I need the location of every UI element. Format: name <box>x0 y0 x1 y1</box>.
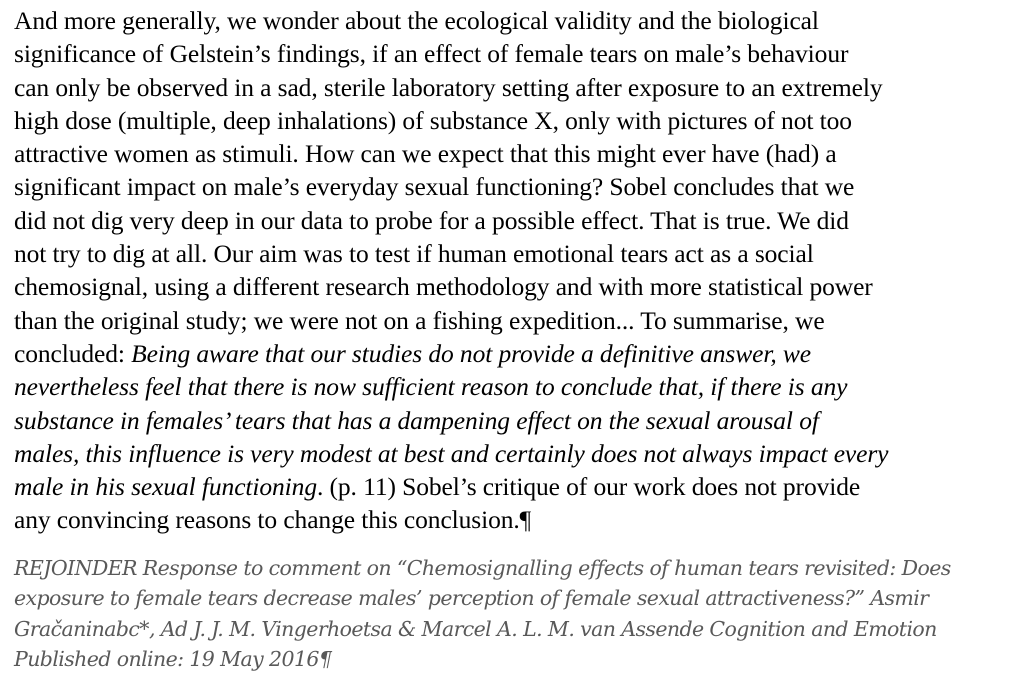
caption-line: REJOINDER Response to comment on “Chemosignalling effects of human tears revisited: Does <box>14 555 951 580</box>
quoted-conclusion: Being aware that our studies do not provide a definitive answer, we <box>131 338 812 368</box>
quoted-conclusion-line: males, this influence is very modest at best and certainly does not always impact every <box>14 438 889 468</box>
paragraph-line: did not dig very deep in our data to probe for a possible effect. That is true. We did <box>14 205 849 235</box>
paragraph-line: concluded: <box>14 338 132 368</box>
paragraph-line: not try to dig at all. Our aim was to test if human emotional tears act as a social <box>14 239 814 269</box>
paragraph-line: . (p. 11) Sobel’s critique of our work does not provide <box>316 472 861 502</box>
paragraph-last-line: any convincing reasons to change this conclusion.¶ <box>14 505 532 535</box>
paragraph-line: significant impact on male’s everyday sexual functioning? Sobel concludes that we <box>14 172 855 202</box>
paragraph-line: chemosignal, using a different research methodology and with more statistical power <box>14 272 873 302</box>
paragraph-line: attractive women as stimuli. How can we expect that this might ever have (had) a <box>14 139 837 169</box>
paragraph-line: And more generally, we wonder about the ecological validity and the biological <box>14 6 819 35</box>
caption-line: Gračaninabc*, Ad J. J. M. Vingerhoetsa & Marcel A. L. M. van Assende Cognition and Emotion <box>14 616 937 641</box>
quoted-conclusion-line: nevertheless feel that there is now sufficient reason to conclude that, if there is any <box>14 372 848 402</box>
caption-line: exposure to female tears decrease males’ perception of female sexual attractiveness?” Asmir <box>14 586 929 611</box>
paragraph-line: significance of Gelstein’s findings, if an effect of female tears on male’s behaviour <box>14 39 849 69</box>
paragraph-line: than the original study; we were not on a fishing expedition... To summarise, we <box>14 305 825 335</box>
source-caption <box>14 553 1021 675</box>
quoted-conclusion-end: male in his sexual functioning <box>14 472 317 502</box>
caption-line: Published online: 19 May 2016¶ <box>14 647 332 672</box>
main-paragraph <box>14 4 1021 537</box>
paragraph-line: high dose (multiple, deep inhalations) of substance X, only with pictures of not too <box>14 105 852 135</box>
paragraph-line: can only be observed in a sad, sterile laboratory setting after exposure to an extremely <box>14 72 883 102</box>
quoted-conclusion-line: substance in females’ tears that has a dampening effect on the sexual arousal of <box>14 405 819 435</box>
